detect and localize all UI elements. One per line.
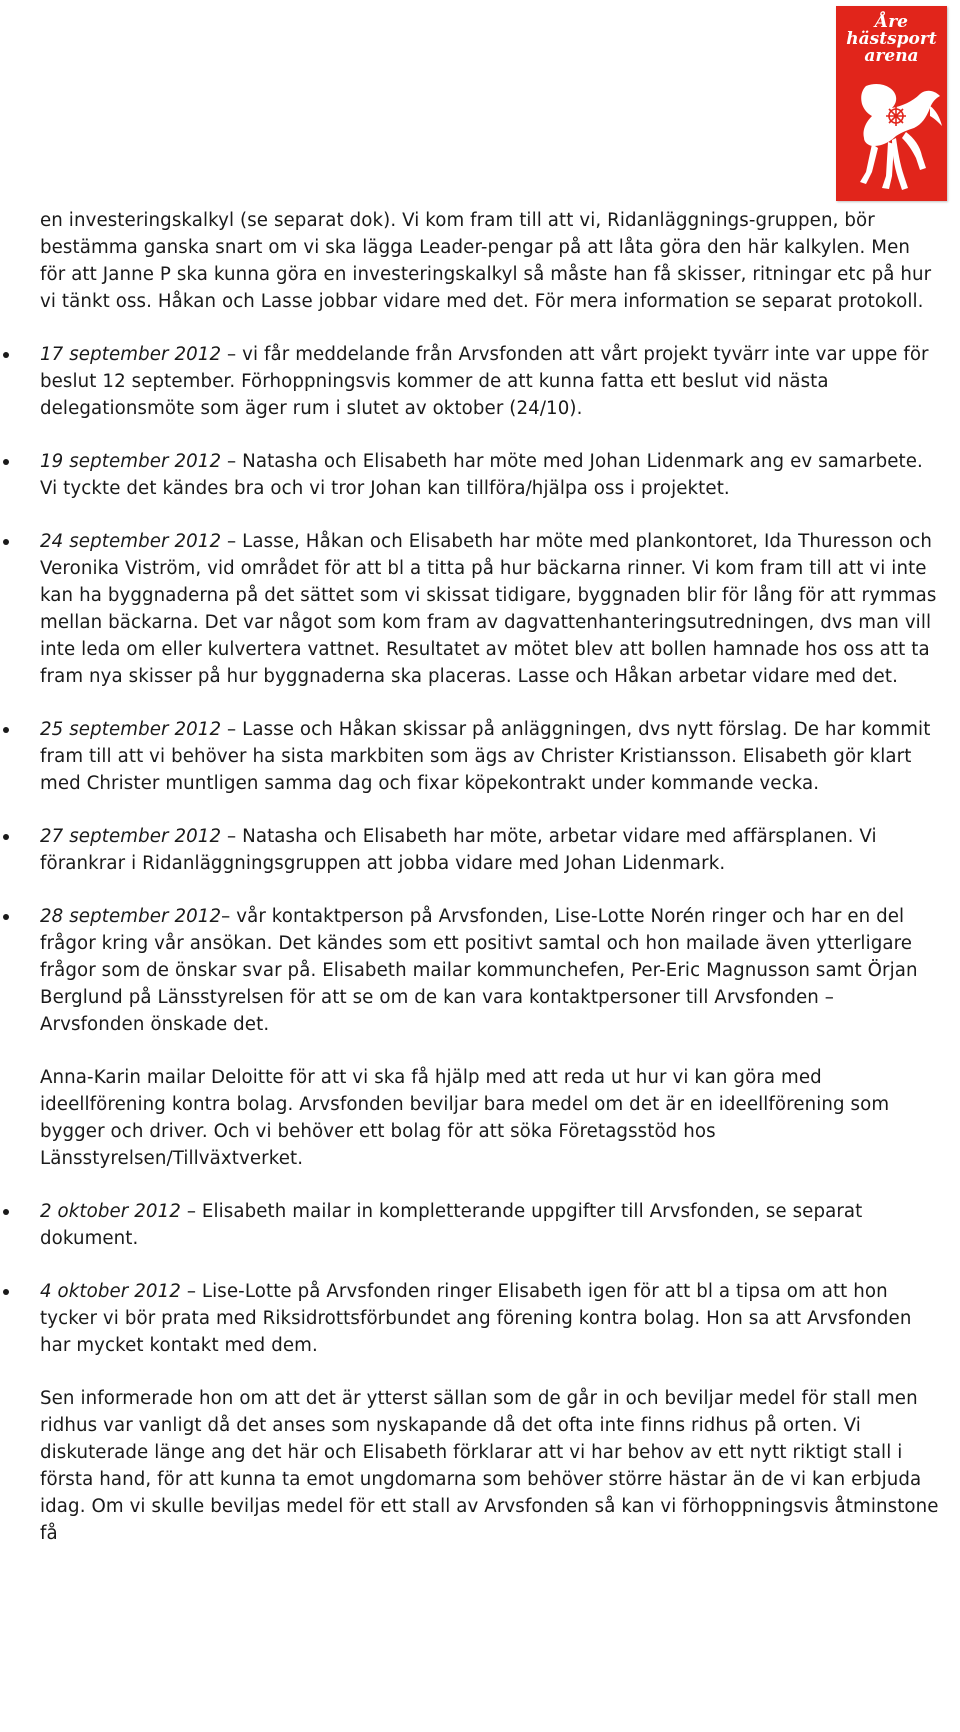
entry-date: 17 september 2012 — [40, 344, 222, 365]
list-item — [40, 823, 940, 877]
entry-date: 2 oktober 2012 — [40, 1201, 181, 1222]
entry-text: – Lasse, Håkan och Elisabeth har möte med plankontoret, Ida Thuresson och Veronika Viström, vid området för att bl a titta på hur bäckarna rinner. Vi kom fram till att vi inte kan ha byggnaderna på det sättet som vi skissat tidigare, byggnaden blir för lång för att rymmas mellan bäckarna. Det var något som kom fram av dagvattenhanteringsutredningen, dvs man vill inte leda om eller kulvertera vattnet. Resultatet av mötet blev att bollen hamnade hos oss att ta fram nya skisser på hur byggnaderna ska placeras. Lasse och Håkan arbetar vidare med det. — [40, 531, 937, 687]
entry-continuation: Anna-Karin mailar Deloitte för att vi ska få hjälp med att reda ut hur vi kan göra med ideellförening kontra bolag. Arvsfonden beviljar bara medel om det är en ideellförening som bygger och driver. Och vi behöver ett bolag för att söka Företagsstöd hos Länsstyrelsen/Tillväxtverket. — [40, 1067, 890, 1169]
entry-paragraph — [40, 341, 940, 422]
list-item — [40, 716, 940, 797]
entry-paragraph — [40, 716, 940, 797]
list-item — [40, 528, 940, 690]
entry-date: 4 oktober 2012 — [40, 1281, 181, 1302]
entry-date: 19 september 2012 — [40, 451, 222, 472]
bullet-icon — [3, 834, 9, 840]
entry-paragraph — [40, 823, 940, 877]
entry-date: 28 september 2012 — [40, 906, 222, 927]
entry-text: – Natasha och Elisabeth har möte med Johan Lidenmark ang ev samarbete. Vi tyckte det kändes bra och vi tror Johan kan tillföra/hjälpa oss i projektet. — [40, 451, 923, 499]
entry-text: – Lise-Lotte på Arvsfonden ringer Elisabeth igen för att bl a tipsa om att hon tycker vi bör prata med Riksidrottsförbundet ang förening kontra bolag. Hon sa att Arvsfonden har mycket kontakt med dem. — [40, 1281, 912, 1356]
event-log — [40, 341, 940, 1547]
list-item — [40, 1278, 940, 1547]
entry-date: 27 september 2012 — [40, 826, 222, 847]
entry-text: – Elisabeth mailar in kompletterande uppgifter till Arvsfonden, se separat dokument. — [40, 1201, 863, 1249]
are-hastsport-arena-logo — [836, 6, 947, 201]
entry-text: – Natasha och Elisabeth har möte, arbetar vidare med affärsplanen. Vi förankrar i Ridanläggningsgruppen att jobba vidare med Johan Lidenmark. — [40, 826, 877, 874]
horse-icon — [836, 80, 947, 201]
list-item — [40, 448, 940, 502]
entry-paragraph — [40, 1198, 940, 1252]
entry-text: – vår kontaktperson på Arvsfonden, Lise-Lotte Norén ringer och har en del frågor kring vår ansökan. Det kändes som ett positivt samtal och hon mailade även ytterligare frågor som de önskar svar på. Elisabeth mailar kommunchefen, Per-Eric Magnusson samt Örjan Berglund på Länsstyrelsen för att se om de kan vara kontaktpersoner till Arvsfonden – Arvsfonden önskade det. — [40, 906, 918, 1035]
entry-text: – Lasse och Håkan skissar på anläggningen, dvs nytt förslag. De har kommit fram till att vi behöver ha sista markbiten som ägs av Christer Kristiansson. Elisabeth gör klart med Christer muntligen samma dag och fixar köpekontrakt under kommande vecka. — [40, 719, 931, 794]
document-body — [40, 207, 940, 1573]
entry-paragraph — [40, 1278, 940, 1359]
bullet-icon — [3, 1289, 9, 1295]
logo-text — [836, 14, 947, 65]
bullet-icon — [3, 352, 9, 358]
logo-line-3: arena — [864, 46, 919, 66]
bullet-icon — [3, 727, 9, 733]
bullet-icon — [3, 459, 9, 465]
logo-line-2: hästsport — [846, 29, 937, 49]
bullet-icon — [3, 1209, 9, 1215]
list-item — [40, 903, 940, 1172]
bullet-icon — [3, 914, 9, 920]
bullet-icon — [3, 539, 9, 545]
logo-line-1: Åre — [875, 12, 908, 32]
entry-text: – vi får meddelande från Arvsfonden att vårt projekt tyvärr inte var uppe för beslut 12 september. Förhoppningsvis kommer de att kunna fatta ett beslut vid nästa delegationsmöte som äger rum i slutet av oktober (24/10). — [40, 344, 929, 419]
list-item — [40, 1198, 940, 1252]
list-item — [40, 341, 940, 422]
entry-date: 24 september 2012 — [40, 531, 222, 552]
entry-date: 25 september 2012 — [40, 719, 222, 740]
intro-paragraph: en investeringskalkyl (se separat dok). Vi kom fram till att vi, Ridanläggnings-gruppen, bör bestämma ganska snart om vi ska lägga Leader-pengar på att låta göra den här kalkylen. Men för att Janne P ska kunna göra en investeringskalkyl så måste han få skisser, ritningar etc på hur vi tänkt oss. Håkan och Lasse jobbar vidare med det. För mera information se separat protokoll. — [40, 210, 932, 312]
entry-paragraph — [40, 448, 940, 502]
entry-paragraph — [40, 903, 940, 1038]
entry-continuation: Sen informerade hon om att det är ytterst sällan som de går in och beviljar medel för stall men ridhus var vanligt då det anses som nyskapande då det ofta inte finns ridhus på orten. Vi diskuterade länge ang det här och Elisabeth förklarar att vi har behov av ett nytt riktigt stall i första hand, för att kunna ta emot ungdomarna som behöver större hästar än de vi kan erbjuda idag. Om vi skulle beviljas medel för ett stall av Arvsfonden så kan vi förhoppningsvis åtminstone få — [40, 1388, 939, 1544]
entry-paragraph — [40, 528, 940, 690]
